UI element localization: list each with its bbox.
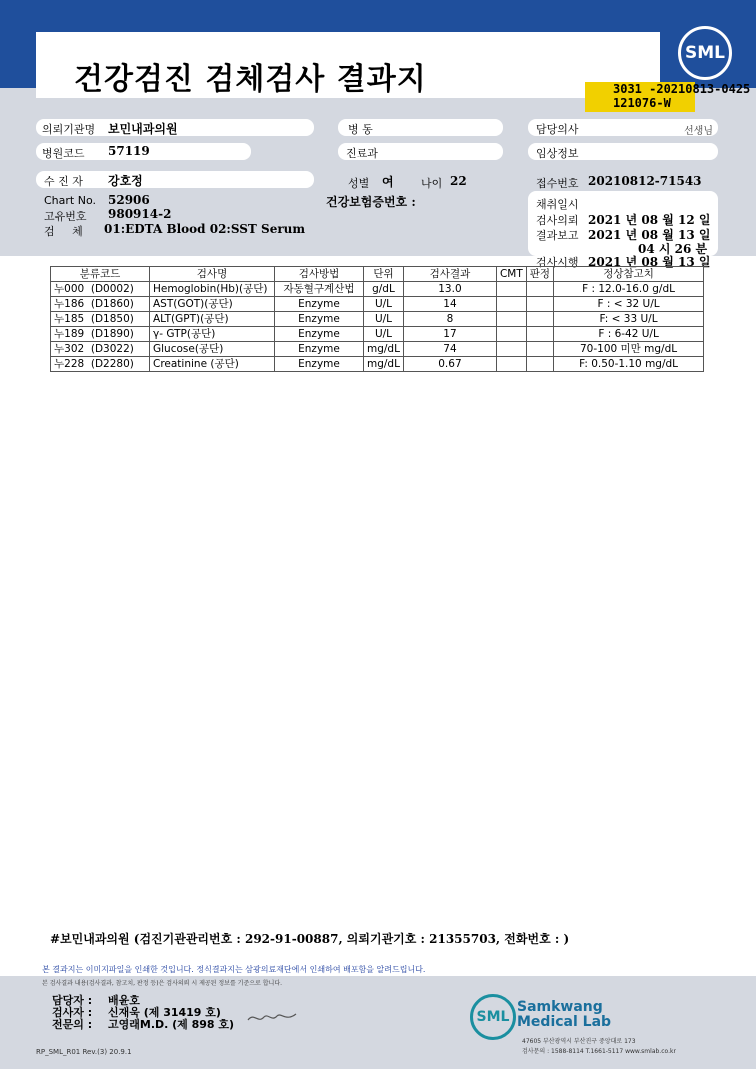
request-label: 검사의뢰 bbox=[536, 214, 579, 227]
row-method: 자동혈구계산법 bbox=[275, 282, 364, 297]
row-test-name: Hemoglobin(Hb)(공단) bbox=[150, 282, 275, 297]
table-row bbox=[51, 327, 704, 342]
performed-date: 2021 년 08 월 13 일 bbox=[588, 255, 711, 269]
insurance-label: 건강보험증번호 : bbox=[326, 195, 416, 209]
staff-value-manager: 배윤호 bbox=[108, 994, 140, 1007]
institution-info: #보민내과의원 (검진기관관리번호 : 292-91-00887, 의뢰기관기호 : 21355703, 전화번호 : ) bbox=[50, 932, 570, 946]
row-cmt bbox=[496, 282, 526, 297]
header-judge: 판정 bbox=[526, 267, 553, 282]
staff-label-tester: 검사자 : bbox=[52, 1006, 93, 1019]
sex-value: 여 bbox=[382, 175, 394, 189]
row-reference: F : < 32 U/L bbox=[554, 297, 704, 312]
lab-address: 47605 부산광역시 부산진구 중앙대로 173 bbox=[522, 1038, 636, 1045]
request-date: 2021 년 08 월 12 일 bbox=[588, 213, 711, 227]
row-test-name: Creatinine (공단) bbox=[150, 357, 275, 372]
row-reference: F : 6-42 U/L bbox=[554, 327, 704, 342]
row-judge bbox=[526, 297, 553, 312]
table-row bbox=[51, 297, 704, 312]
header-method: 검사방법 bbox=[275, 267, 364, 282]
row-method: Enzyme bbox=[275, 327, 364, 342]
row-judge bbox=[526, 312, 553, 327]
row-result: 14 bbox=[403, 297, 496, 312]
report-subcode: 121076-W bbox=[613, 96, 671, 110]
header-code: 분류코드 bbox=[51, 267, 150, 282]
receipt-value: 20210812-71543 bbox=[588, 174, 702, 188]
small-notice: 본 검사결과 내용(검사결과, 참고치, 판정 등)은 검사의뢰 시 제공된 정보를 기준으로 합니다. bbox=[42, 980, 283, 987]
row-method: Enzyme bbox=[275, 357, 364, 372]
staff-value-tester: 신재욱 (제 31419 호) bbox=[108, 1006, 221, 1019]
row-code: 누189 (D1890) bbox=[51, 327, 150, 342]
row-judge bbox=[526, 357, 553, 372]
row-code: 누186 (D1860) bbox=[51, 297, 150, 312]
row-unit: U/L bbox=[364, 297, 404, 312]
row-test-name: γ- GTP(공단) bbox=[150, 327, 275, 342]
doctor-suffix: 선생님 bbox=[684, 126, 713, 137]
header-result: 검사결과 bbox=[403, 267, 496, 282]
row-result: 17 bbox=[403, 327, 496, 342]
row-code: 누000 (D0002) bbox=[51, 282, 150, 297]
row-cmt bbox=[496, 297, 526, 312]
row-reference: F: 0.50-1.10 mg/dL bbox=[554, 357, 704, 372]
report-time: 04 시 26 분 bbox=[638, 242, 708, 256]
clinical-label: 임상정보 bbox=[536, 147, 579, 160]
hospital-code-label: 병원코드 bbox=[42, 147, 85, 160]
receipt-label: 접수번호 bbox=[536, 177, 579, 190]
table-row bbox=[51, 312, 704, 327]
hospital-code-value: 57119 bbox=[108, 144, 150, 158]
image-notice: 본 결과지는 이미지파일을 인쇄한 것입니다. 정식결과지는 삼광의료재단에서 인쇄하여 배포함을 알려드립니다. bbox=[42, 965, 426, 974]
row-method: Enzyme bbox=[275, 312, 364, 327]
specimen-value: 01:EDTA Blood 02:SST Serum bbox=[104, 222, 306, 236]
sex-label: 성별 bbox=[348, 177, 370, 190]
examinee-value: 강호정 bbox=[108, 174, 143, 188]
ward-label: 병 동 bbox=[348, 123, 373, 136]
lab-logo: SML bbox=[470, 994, 516, 1040]
row-test-name: Glucose(공단) bbox=[150, 342, 275, 357]
institution-value: 보민내과의원 bbox=[108, 122, 178, 136]
header-test-name: 검사명 bbox=[150, 267, 275, 282]
row-result: 8 bbox=[403, 312, 496, 327]
lab-contact: 검사문의 : 1588-8114 T.1661-5117 www.smlab.co.kr bbox=[522, 1048, 676, 1055]
table-row bbox=[51, 357, 704, 372]
row-code: 누228 (D2280) bbox=[51, 357, 150, 372]
header-unit: 단위 bbox=[364, 267, 404, 282]
row-test-name: ALT(GPT)(공단) bbox=[150, 312, 275, 327]
report-label: 결과보고 bbox=[536, 229, 579, 242]
age-value: 22 bbox=[450, 174, 467, 188]
row-test-name: AST(GOT)(공단) bbox=[150, 297, 275, 312]
institution-label: 의뢰기관명 bbox=[42, 123, 96, 136]
staff-label-manager: 담당자 : bbox=[52, 994, 93, 1007]
signature-image bbox=[246, 1008, 298, 1026]
performed-label: 검사시행 bbox=[536, 256, 579, 269]
row-unit: mg/dL bbox=[364, 357, 404, 372]
row-unit: mg/dL bbox=[364, 342, 404, 357]
row-unit: U/L bbox=[364, 327, 404, 342]
row-reference: F : 12.0-16.0 g/dL bbox=[554, 282, 704, 297]
staff-value-specialist: 고영래M.D. (제 898 호) bbox=[108, 1018, 235, 1031]
row-cmt bbox=[496, 342, 526, 357]
staff-label-specialist: 전문의 : bbox=[52, 1018, 93, 1031]
row-cmt bbox=[496, 312, 526, 327]
unique-label: 고유번호 bbox=[44, 210, 87, 223]
row-method: Enzyme bbox=[275, 297, 364, 312]
age-label: 나이 bbox=[421, 177, 443, 190]
table-row bbox=[51, 282, 704, 297]
unique-value: 980914-2 bbox=[108, 207, 172, 221]
collect-label: 채취일시 bbox=[536, 198, 579, 211]
row-cmt bbox=[496, 327, 526, 342]
dept-label: 진료과 bbox=[346, 147, 378, 160]
row-reference: 70-100 미만 mg/dL bbox=[554, 342, 704, 357]
row-method: Enzyme bbox=[275, 342, 364, 357]
row-unit: g/dL bbox=[364, 282, 404, 297]
lab-name bbox=[517, 1000, 611, 1030]
lab-name-line1: Samkwang bbox=[517, 999, 603, 1015]
row-judge bbox=[526, 342, 553, 357]
header-cmt: CMT bbox=[496, 267, 526, 282]
lab-name-line2: Medical Lab bbox=[517, 1014, 612, 1030]
table-header-row bbox=[51, 267, 704, 282]
row-code: 누302 (D3022) bbox=[51, 342, 150, 357]
row-cmt bbox=[496, 357, 526, 372]
chart-value: 52906 bbox=[108, 193, 150, 207]
form-code: RP_SML_R01 Rev.(3) 20.9.1 bbox=[36, 1048, 132, 1056]
report-date: 2021 년 08 월 13 일 bbox=[588, 228, 711, 242]
row-result: 13.0 bbox=[403, 282, 496, 297]
table-row bbox=[51, 342, 704, 357]
row-result: 0.67 bbox=[403, 357, 496, 372]
page-title: 건강검진 검체검사 결과지 bbox=[74, 62, 427, 97]
doctor-label: 담당의사 bbox=[536, 123, 579, 136]
row-judge bbox=[526, 282, 553, 297]
row-result: 74 bbox=[403, 342, 496, 357]
sml-logo: SML bbox=[678, 26, 732, 80]
results-table bbox=[50, 266, 704, 372]
row-judge bbox=[526, 327, 553, 342]
header-reference: 정상참고치 bbox=[554, 267, 704, 282]
report-code: 3031 -20210813-0425 bbox=[613, 82, 751, 96]
row-reference: F: < 33 U/L bbox=[554, 312, 704, 327]
specimen-label: 검 체 bbox=[44, 225, 83, 238]
examinee-label: 수 진 자 bbox=[44, 175, 83, 188]
row-code: 누185 (D1850) bbox=[51, 312, 150, 327]
row-unit: U/L bbox=[364, 312, 404, 327]
chart-label: Chart No. bbox=[44, 194, 96, 207]
